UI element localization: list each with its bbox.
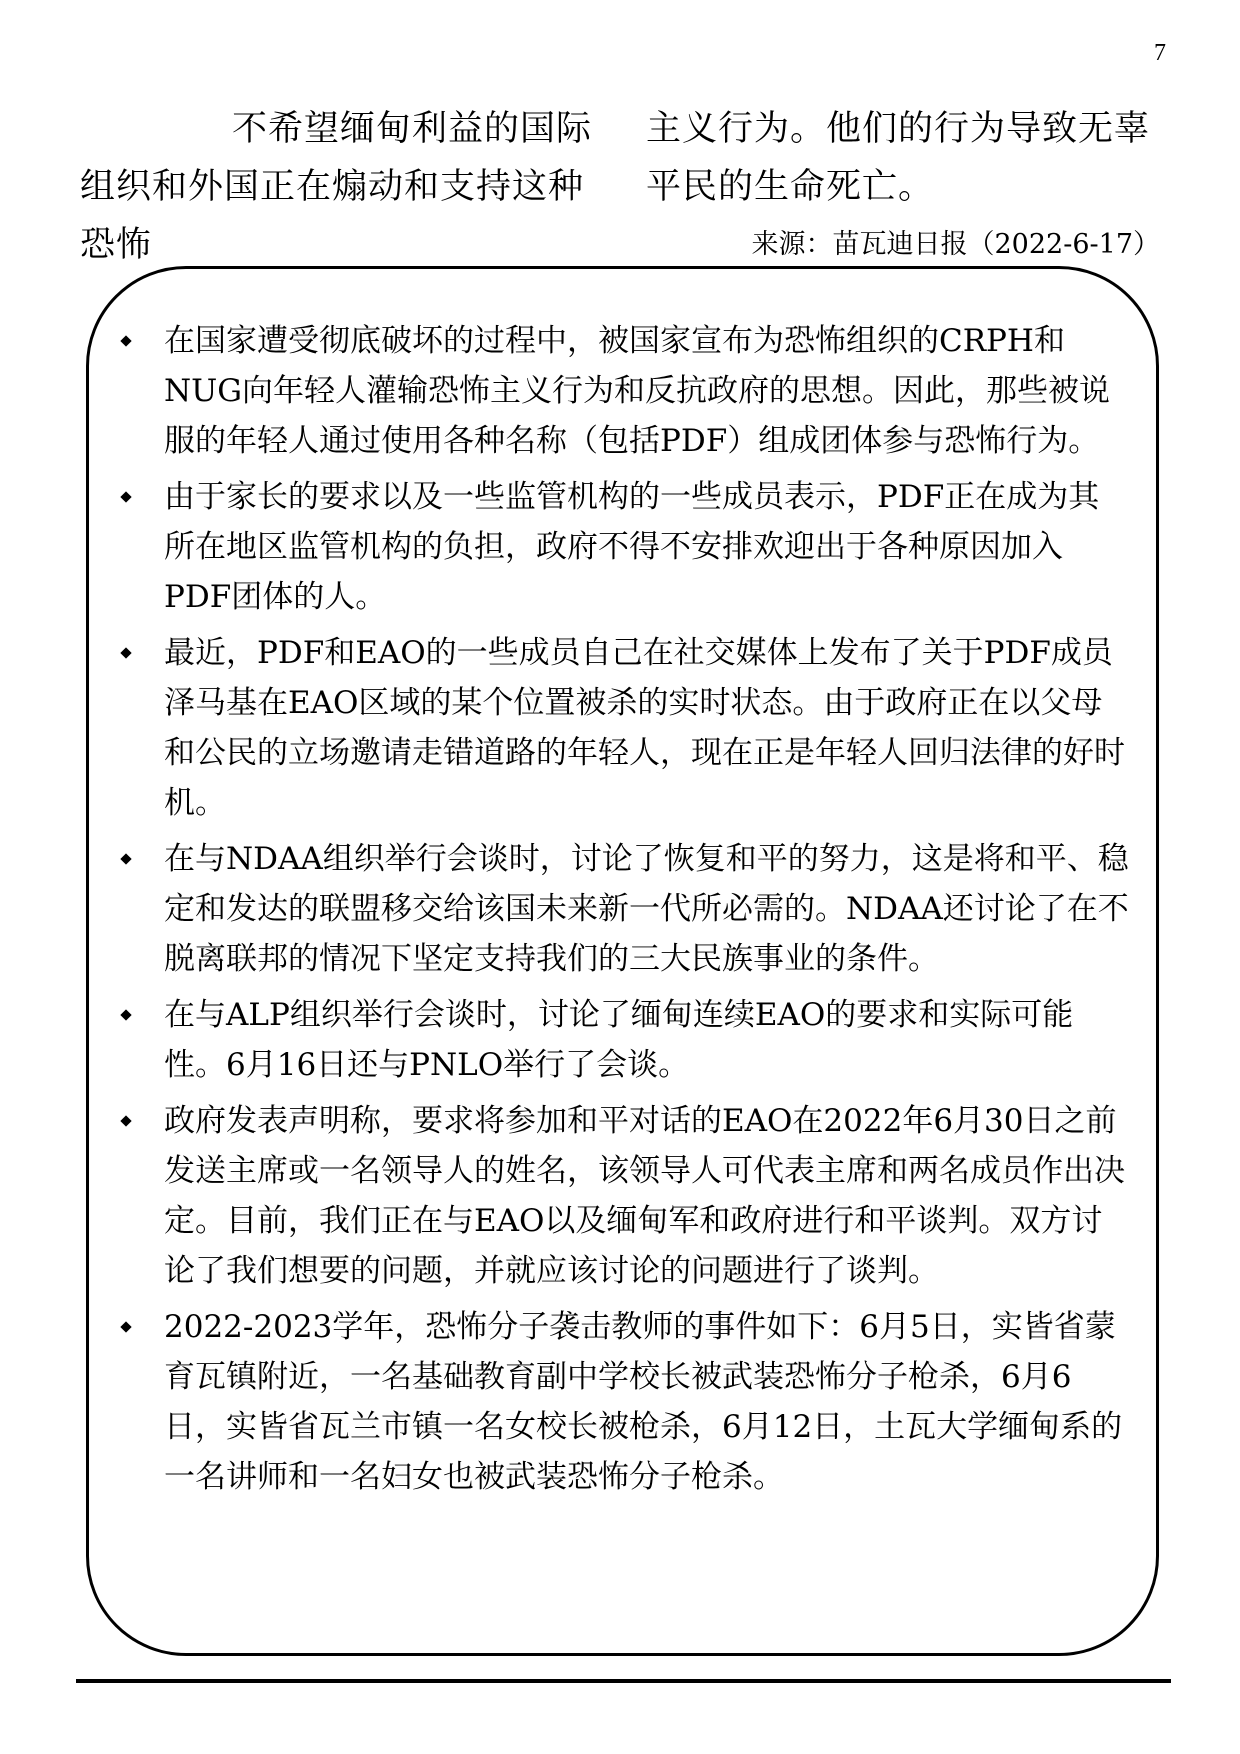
page-number: 7 (1154, 40, 1166, 66)
list-item (120, 316, 1130, 466)
list-item (120, 1302, 1130, 1502)
list-item (120, 628, 1130, 828)
diamond-bullet-icon (120, 1115, 131, 1126)
bullet-text: 在与NDAA组织举行会谈时，讨论了恢复和平的努力，这是将和平、稳定和发达的联盟移交给该国未来新一代所必需的。NDAA还讨论了在不脱离联邦的情况下坚定支持我们的三大民族事业的条件。 (164, 841, 1129, 977)
diamond-bullet-icon (120, 647, 131, 658)
list-item (120, 472, 1130, 622)
bullet-text: 最近，PDF和EAO的一些成员自己在社交媒体上发布了关于PDF成员泽马基在EAO区域的某个位置被杀的实时状态。由于政府正在以父母和公民的立场邀请走错道路的年轻人，现在正是年轻人回归法律的好时机。 (164, 635, 1125, 821)
list-item (120, 990, 1130, 1090)
bullet-text: 在与ALP组织举行会谈时，讨论了缅甸连续EAO的要求和实际可能性。6月16日还与PNLO举行了会谈。 (164, 997, 1074, 1083)
intro-left-column: 不希望缅甸利益的国际组织和外国正在煽动和支持这种恐怖 (80, 109, 593, 265)
source-citation: 来源：苗瓦迪日报（2022-6-17） (751, 229, 1160, 260)
intro-right-column: 主义行为。他们的行为导致无辜平民的生命死亡。 (646, 109, 1151, 207)
diamond-bullet-icon (120, 853, 131, 864)
bullet-list (120, 316, 1130, 1508)
list-item (120, 1096, 1130, 1296)
bullet-text: 由于家长的要求以及一些监管机构的一些成员表示，PDF正在成为其所在地区监管机构的负担，政府不得不安排欢迎出于各种原因加入PDF团体的人。 (164, 479, 1100, 615)
footer-rule (76, 1679, 1171, 1683)
bullet-text: 政府发表声明称，要求将参加和平对话的EAO在2022年6月30日之前发送主席或一名领导人的姓名，该领导人可代表主席和两名成员作出决定。目前，我们正在与EAO以及缅甸军和政府进行和平谈判。双方讨论了我们想要的问题，并就应该讨论的问题进行了谈判。 (164, 1103, 1125, 1289)
list-item (120, 834, 1130, 984)
bullet-text: 2022-2023学年，恐怖分子袭击教师的事件如下：6月5日，实皆省蒙育瓦镇附近，一名基础教育副中学校长被武装恐怖分子枪杀，6月6日，实皆省瓦兰市镇一名女校长被枪杀，6月12日，土瓦大学缅甸系的一名讲师和一名妇女也被武装恐怖分子枪杀。 (164, 1309, 1123, 1495)
diamond-bullet-icon (120, 491, 131, 502)
diamond-bullet-icon (120, 335, 131, 346)
bullet-text: 在国家遭受彻底破坏的过程中，被国家宣布为恐怖组织的CRPH和NUG向年轻人灌输恐怖主义行为和反抗政府的思想。因此，那些被说服的年轻人通过使用各种名称（包括PDF）组成团体参与恐怖行为。 (164, 323, 1111, 459)
diamond-bullet-icon (120, 1009, 131, 1020)
diamond-bullet-icon (120, 1321, 131, 1332)
